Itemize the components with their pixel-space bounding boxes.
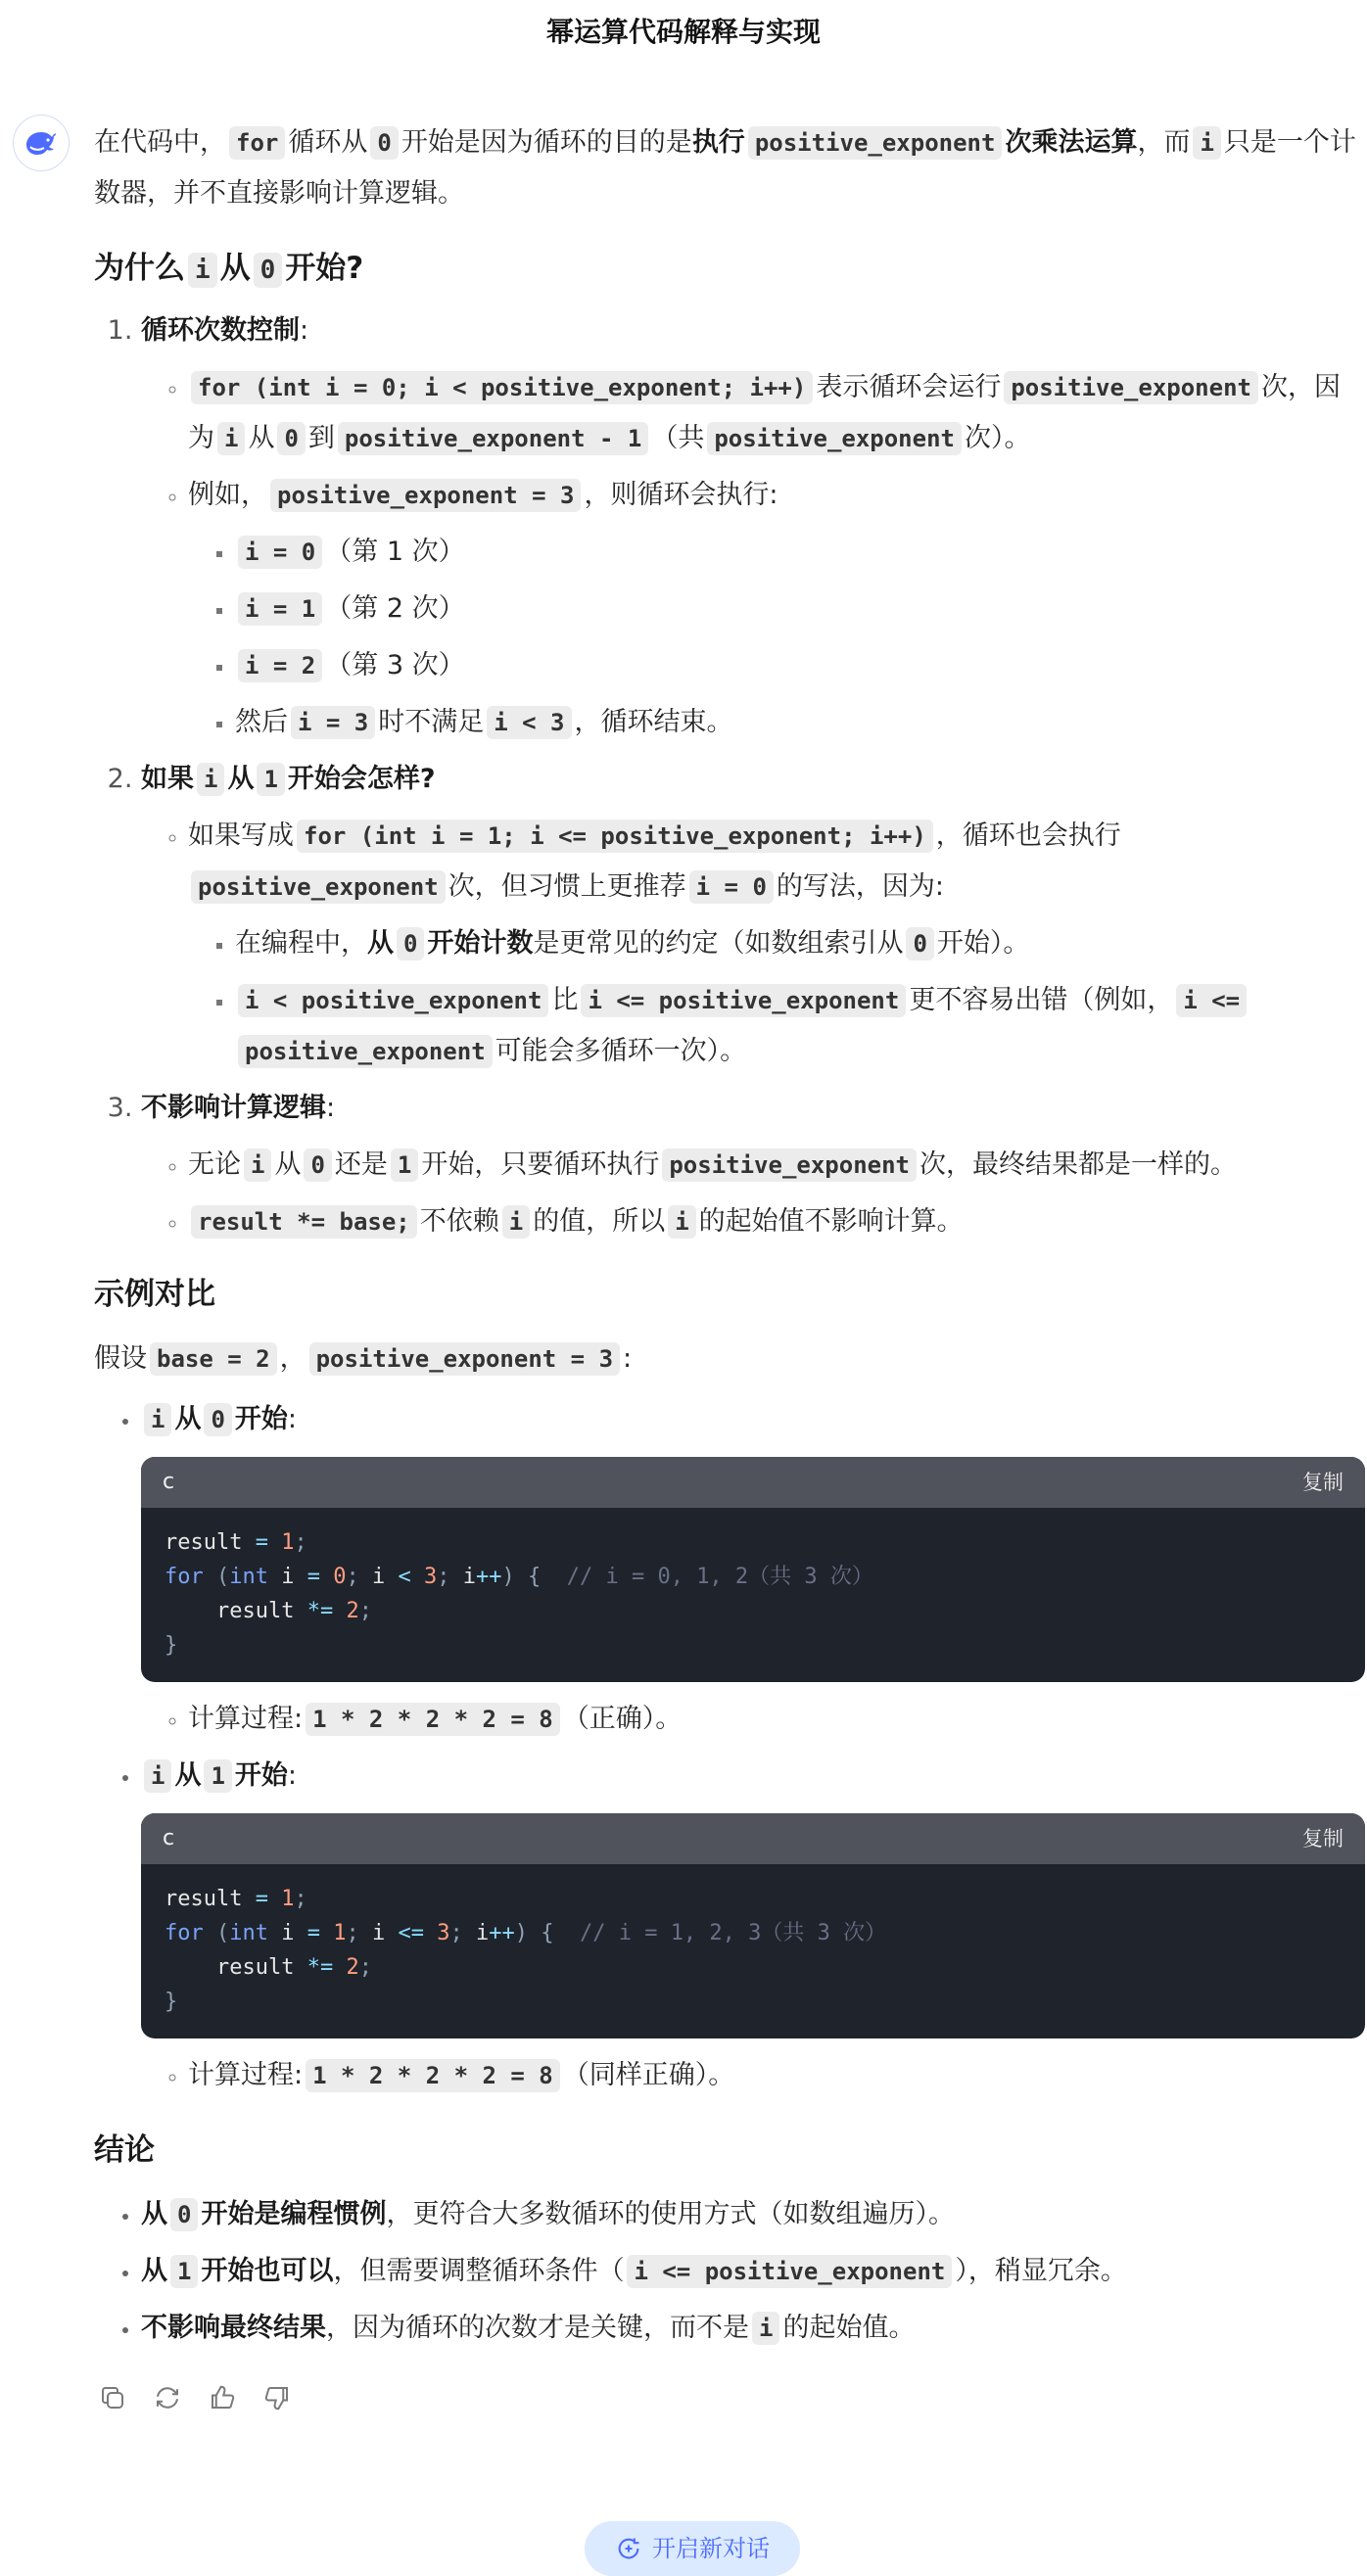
like-button[interactable] (204, 2379, 241, 2416)
reason-item-3: 3. 不影响计算逻辑: ◦ 无论 i 从 0 还是 1 开始，只要循环执行 positive_exponent 次，最终结果都是一样的。 ◦ result *= base; 不依赖 i 的值，所以 i 的起始值不影响计算。 (141, 1083, 1357, 1247)
list-item: • 不影响最终结果，因为循环的次数才是关键，而不是 i 的起始值。 (141, 2303, 1357, 2354)
copy-code-button[interactable]: 复制 (1302, 1827, 1343, 1850)
list-item: ◦ result *= base; 不依赖 i 的值，所以 i 的起始值不影响计算。 (188, 1196, 1357, 1247)
new-chat-button[interactable] (585, 2521, 800, 2576)
code-language: c (163, 1826, 175, 1850)
assistant-avatar (13, 115, 70, 171)
thumbs-down-icon (262, 2383, 292, 2412)
conclusion-heading: 结论 (94, 2132, 155, 2168)
new-chat-icon (615, 2535, 642, 2562)
conclusion-list (94, 2189, 1357, 2354)
code-content: result = 1; for (int i = 0; i < 3; i++) { // i = 0, 1, 2（共 3 次） result *= 2; } (165, 1530, 873, 1658)
code-block-header (141, 1813, 1365, 1864)
list-item: ◦ 计算过程: 1 * 2 * 2 * 2 = 8 （正确）。 (188, 1694, 1357, 1745)
list-item: ▪ 然后 i = 3 时不满足 i < 3 ，循环结束。 (235, 697, 1357, 748)
assume-paragraph: 假设 base = 2 ， positive_exponent = 3 : (94, 1343, 633, 1374)
list-item: ▪ i = 1 （第 2 次） (235, 584, 1357, 634)
list-item: ◦ for (int i = 0; i < positive_exponent; i++) 表示循环会运行 positive_exponent 次，因为 i 从 0 到 positive_exponent - 1 （共 positive_exponent 次）。 (188, 362, 1357, 464)
copy-code-button[interactable]: 复制 (1302, 1471, 1343, 1494)
code-block (141, 1813, 1365, 2038)
intro-paragraph: 在代码中， for 循环从 0 开始是因为循环的目的是执行 positive_exponent 次乘法运算，而 i 只是一个计数器，并不直接影响计算逻辑。 (94, 127, 1356, 209)
list-item: • 从 0 开始是编程惯例，更符合大多数循环的使用方式（如数组遍历）。 (141, 2189, 1357, 2240)
message-actions (94, 2379, 1357, 2416)
copy-button[interactable] (94, 2379, 131, 2416)
example-case-0: • i 从 0 开始: c 复制 result = 1; for (int i = 0; i < 3; i++) { // i = 0, 1, 2（共 3 次） result *= 2; } ◦ 计算过程: 1 * 2 * 2 * 2 = 8 （正确）。 (141, 1394, 1357, 1745)
page-title: 幂运算代码解释与实现 (545, 16, 821, 48)
code-block-header (141, 1457, 1365, 1508)
reason-item-1: 1. 循环次数控制: ◦ for (int i = 0; i < positive_exponent; i++) 表示循环会运行 positive_exponent 次，因为 i 从 0 到 positive_exponent - 1 （共 positive_exponent 次）。 ◦ 例如， positive_exponent = 3 ，则循环会执行: ▪ i = 0 （第 1 次） ▪ i = 1 （第 2 次） ▪ i = 2 （第 3 次） ▪ 然后 i = 3 时不满足 i < 3 ，循环结束。 (141, 305, 1357, 748)
code-content: result = 1; for (int i = 1; i <= 3; i++) { // i = 1, 2, 3（共 3 次） result *= 2; } (165, 1887, 887, 2014)
list-item: ▪ i < positive_exponent 比 i <= positive_exponent 更不容易出错（例如， i <= positive_exponent 可能会多循环一次）。 (235, 975, 1357, 1077)
list-item: ▪ 在编程中，从 0 开始计数是更常见的约定（如数组索引从 0 开始）。 (235, 918, 1357, 969)
new-chat-label: 开启新对话 (652, 2535, 770, 2562)
whale-logo-icon (22, 123, 61, 163)
list-item: ▪ i = 0 （第 1 次） (235, 527, 1357, 578)
code-block (141, 1457, 1365, 1682)
why-heading: 为什么 i 从 0 开始? (94, 251, 364, 286)
thumbs-up-icon (208, 2383, 237, 2412)
list-item: ◦ 计算过程: 1 * 2 * 2 * 2 = 8 （同样正确）。 (188, 2050, 1357, 2101)
list-item: ▪ i = 2 （第 3 次） (235, 640, 1357, 691)
example-case-1: • i 从 1 开始: c 复制 result = 1; for (int i = 1; i <= 3; i++) { // i = 1, 2, 3（共 3 次） result *= 2; } ◦ 计算过程: 1 * 2 * 2 * 2 = 8 （同样正确）。 (141, 1751, 1357, 2101)
list-item: ◦ 例如， positive_exponent = 3 ，则循环会执行: ▪ i = 0 （第 1 次） ▪ i = 1 （第 2 次） ▪ i = 2 （第 3 次） ▪ 然后 i = 3 时不满足 i < 3 ，循环结束。 (188, 470, 1357, 748)
copy-icon (98, 2383, 127, 2412)
reason-list (94, 305, 1357, 1247)
dislike-button[interactable] (259, 2379, 296, 2416)
list-item: ◦ 如果写成 for (int i = 1; i <= positive_exponent; i++) ，循环也会执行positive_exponent 次，但习惯上更推荐 i = 0 的写法，因为: ▪ 在编程中，从 0 开始计数是更常见的约定（如数组索引从 0 开始）。 ▪ i < positive_exponent 比 i <= positive_exponent 更不容易出错（例如， i <= positive_exponent 可能会多循环一次）。 (188, 811, 1357, 1077)
code-language: c (163, 1470, 175, 1494)
list-item: ◦ 无论 i 从 0 还是 1 开始，只要循环执行 positive_exponent 次，最终结果都是一样的。 (188, 1140, 1357, 1191)
example-heading: 示例对比 (94, 1277, 215, 1312)
reason-item-2: 2. 如果 i 从 1 开始会怎样? ◦ 如果写成 for (int i = 1; i <= positive_exponent; i++) ，循环也会执行positive_exponent 次，但习惯上更推荐 i = 0 的写法，因为: ▪ 在编程中，从 0 开始计数是更常见的约定（如数组索引从 0 开始）。 ▪ i < positive_exponent 比 i <= positive_exponent 更不容易出错（例如， i <= positive_exponent 可能会多循环一次）。 (141, 754, 1357, 1077)
regenerate-button[interactable] (149, 2379, 186, 2416)
regenerate-icon (153, 2383, 182, 2412)
list-item: • 从 1 开始也可以，但需要调整循环条件（ i <= positive_exponent ），稍显冗余。 (141, 2246, 1357, 2297)
assistant-message (94, 117, 1357, 2416)
example-list (94, 1394, 1357, 2101)
